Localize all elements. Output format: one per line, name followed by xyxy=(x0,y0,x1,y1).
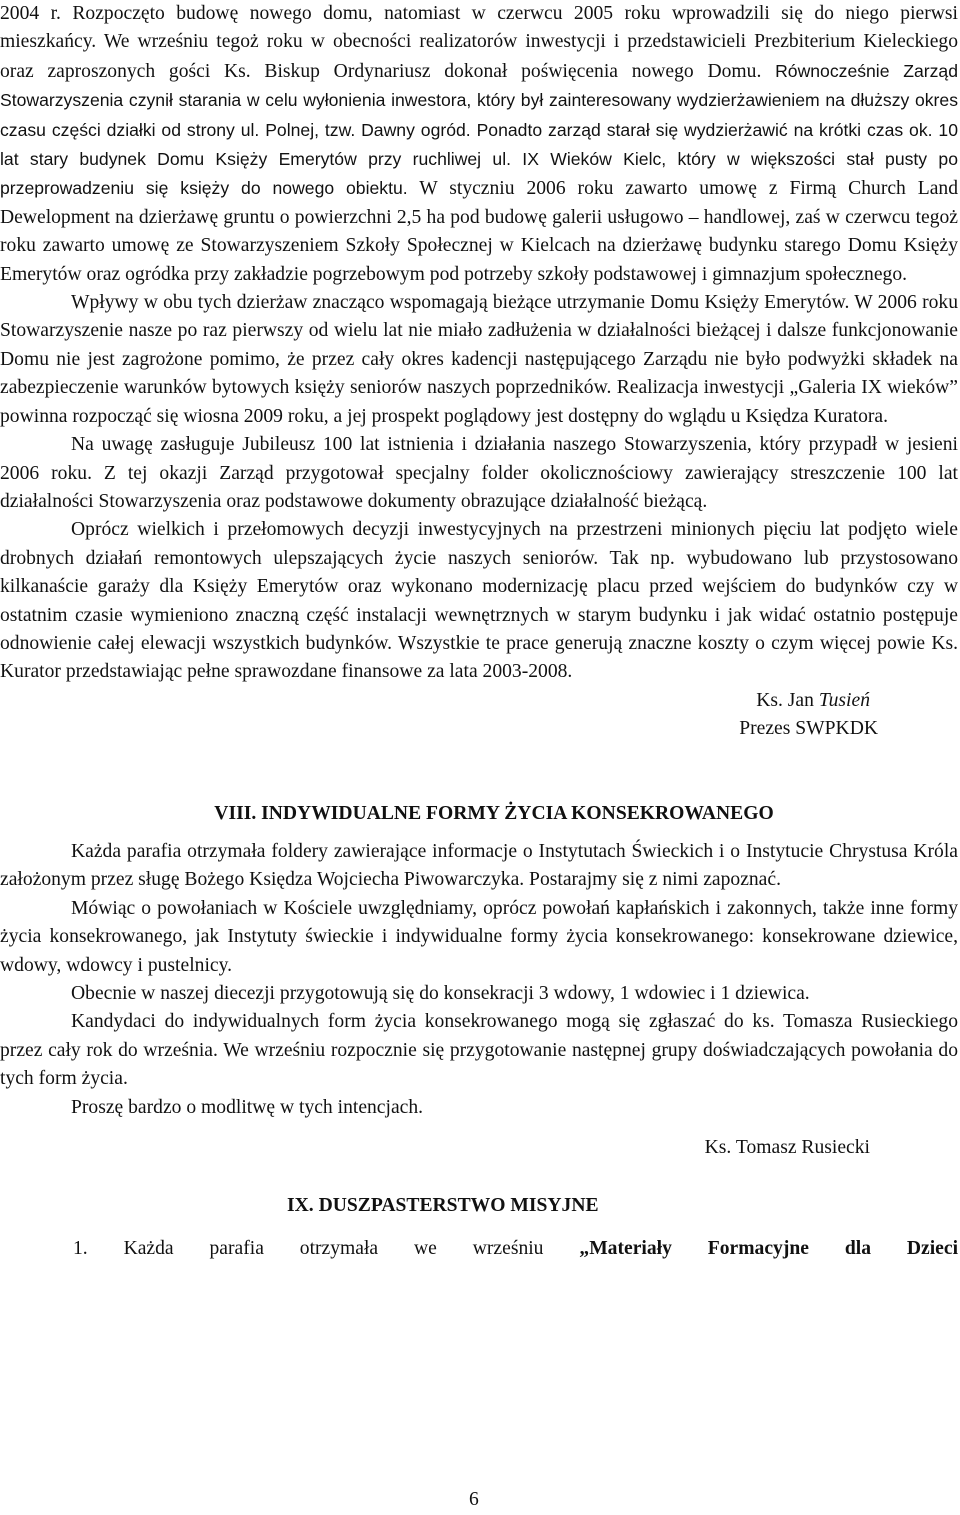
list-item-text: 1. Każda parafia otrzymała we wrześniu xyxy=(73,1237,580,1259)
paragraph-folders: Każda parafia otrzymała foldery zawierające informacje o Instytutach Świeckich i o Instytucie Chrystusa Króla założonym przez sługę Bożego Księdza Wojciecha Piwowarczyka. Postarajmy się z nimi zapoznać. xyxy=(0,840,958,891)
section-heading-viii: VIII. INDYWIDUALNE FORMY ŻYCIA KONSEKROWANEGO xyxy=(214,802,774,824)
paragraph-vocations: Mówiąc o powołaniach w Kościele uwzględniamy, oprócz powołań kapłańskich i zakonnych, także inne formy życia konsekrowanego, jak Instytuty świeckie i indywidualne formy życia konsekrowanego: konsekrowane dziewice, wdowy, wdowcy i pustelnicy. xyxy=(0,897,958,976)
paragraph-text-sans: Równocześnie Zarząd Stowarzyszenia czynił starania w celu wyłonienia inwestora, który był zainteresowany wydzierżawieniem na dłuższy okres czasu części działki od strony ul. Polnej, tzw. Dawny ogród. Ponadto zarząd starał się wydzierżawić na krótki czas ok. 10 lat stary budynek Domu Księży Emerytów przy ruchliwej ul. IX Wieków Kielc, który w większości stał pusty po przeprowadzeniu się księży do nowego obiektu. xyxy=(0,60,958,199)
paragraph-consecration: Obecnie w naszej diecezji przygotowują się do konsekracji 3 wdowy, 1 wdowiec i 1 dziewica. xyxy=(71,983,810,1004)
signature-rusiecki: Ks. Tomasz Rusiecki xyxy=(704,1137,870,1159)
paragraph-prayer: Proszę bardzo o modlitwę w tych intencjach. xyxy=(71,1096,424,1118)
paragraph-investment-history xyxy=(0,0,958,289)
list-item-bold-text: „Materiały Formacyjne dla Dzieci xyxy=(579,1237,959,1259)
paragraph-text: 2004 r. Rozpoczęto budowę nowego domu, natomiast w czerwcu 2005 roku wprowadzili się do niego pierwsi mieszkańcy. We wrześniu tegoż roku w obecności realizatorów inwestycji i przedstawicieli Prezbiterium Kieleckiego oraz zaproszonych gości Ks. Biskup Ordynariusz dokonał poświęcenia nowego Domu. xyxy=(0,3,958,82)
signature-surname: Tusień xyxy=(818,689,870,711)
paragraph-lease-income: Wpływy w obu tych dzierżaw znacząco wspomagają bieżące utrzymanie Domu Księży Emerytów. W 2006 roku Stowarzyszenie nasze po raz pierwszy od wielu lat nie miało zadłużenia w działalności bieżącej i dalsze funkcjonowanie Domu nie jest zagrożone pomimo, że przez cały okres kadencji następującego Zarządu nie było podwyżki składek na zabezpieczenie warunków bytowych księży seniorów naszych poprzedników. Realizacja inwestycji „Galeria IX wieków” powinna rozpocząć się wiosna 2009 roku, a jej prospekt poglądowy jest dostępny do wglądu u Księdza Kuratora. xyxy=(0,292,958,427)
signature-prefix: Ks. Jan xyxy=(756,689,819,711)
signature-name xyxy=(0,687,958,715)
paragraph-text: W styczniu 2006 roku zawarto umowę z Firmą Church Land Dewelopment na dzierżawę gruntu o powierzchni 2,5 ha pod budowę galerii usługowo – handlowej, zaś w czerwcu tegoż roku zawarto umowę ze Stowarzyszeniem Szkoły Społecznej w Kielcach na dzierżawę budynku starego Domu Księży Emerytów oraz ogródka przy zakładzie pogrzebowym pod potrzeby szkoły podstawowej i gimnazjum społecznego. xyxy=(0,178,959,285)
paragraph-candidates: Kandydaci do indywidualnych form życia konsekrowanego mogą się zgłaszać do ks. Tomasza Rusieckiego przez cały rok do września. We wrześniu rozpocznie się przygotowanie następnej grupy doświadczających powołania do tych form życia. xyxy=(0,1011,958,1090)
signature-role: Prezes SWPKDK xyxy=(739,718,878,740)
section-heading-ix: IX. DUSZPASTERSTWO MISYJNE xyxy=(287,1195,599,1217)
list-item-materials xyxy=(0,1235,958,1263)
paragraph-jubilee: Na uwagę zasługuje Jubileusz 100 lat istnienia i działania naszego Stowarzyszenia, który przypadł w jesieni 2006 roku. Z tej okazji Zarząd przygotował specjalny folder okolicznościowy zawierający streszczenie 100 lat działalności Stowarzyszenia oraz podstawowe dokumenty obrazujące działalność bieżącą. xyxy=(0,434,958,512)
paragraph-renovations: Oprócz wielkich i przełomowych decyzji inwestycyjnych na przestrzeni minionych pięciu lat podjęto wiele drobnych działań remontowych ulepszających życie naszych seniorów. Tak np. wybudowano lub przystosowano kilkanaście garaży dla Księży Emerytów oraz wykonano modernizację placu przed wejściem do budynków czy w ostatnim czasie wymieniono znaczną część instalacji wewnętrznych w starym budynku i jak widać ostatnio postępuje odnowienie całej elewacji wszystkich budynków. Wszystkie te prace generują znaczne koszty o czym więcej powie Ks. Kurator przedstawiając pełne sprawozdane finansowe za lata 2003-2008. xyxy=(0,519,958,683)
page-number: 6 xyxy=(469,1489,479,1510)
